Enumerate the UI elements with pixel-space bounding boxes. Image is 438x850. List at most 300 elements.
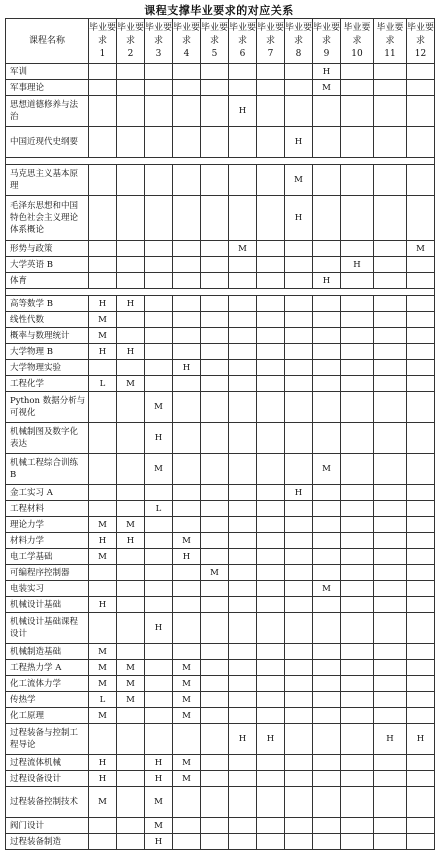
table-row: [6, 787, 435, 818]
support-level-cell: [145, 549, 173, 565]
support-level-cell: [374, 328, 407, 344]
support-level-cell: [229, 565, 257, 581]
table-row: [6, 755, 435, 771]
support-level-cell: [173, 328, 201, 344]
table-row: [6, 376, 435, 392]
support-level-cell: [257, 296, 285, 312]
support-level-cell: M: [89, 312, 117, 328]
support-level-cell: [117, 501, 145, 517]
support-level-cell: H: [374, 724, 407, 755]
support-level-cell: L: [89, 376, 117, 392]
support-level-cell: [341, 376, 374, 392]
support-level-cell: [145, 724, 173, 755]
support-level-cell: [374, 360, 407, 376]
support-level-cell: [341, 485, 374, 501]
course-name-cell: 金工实习 A: [6, 485, 89, 501]
support-level-cell: [173, 127, 201, 158]
support-level-cell: [374, 565, 407, 581]
support-level-cell: H: [89, 344, 117, 360]
support-level-cell: [229, 834, 257, 850]
support-level-cell: [374, 485, 407, 501]
support-level-cell: H: [313, 273, 341, 289]
support-level-cell: [201, 257, 229, 273]
support-level-cell: [145, 485, 173, 501]
support-level-cell: H: [173, 360, 201, 376]
support-level-cell: [407, 328, 435, 344]
support-level-cell: [313, 296, 341, 312]
support-level-cell: [257, 501, 285, 517]
support-level-cell: [285, 296, 313, 312]
support-level-cell: [407, 423, 435, 454]
support-level-cell: M: [173, 708, 201, 724]
support-level-cell: M: [145, 454, 173, 485]
support-level-cell: [201, 755, 229, 771]
support-level-cell: [173, 196, 201, 241]
support-level-cell: [407, 692, 435, 708]
course-name-cell: 工程热力学 A: [6, 660, 89, 676]
support-level-cell: [229, 581, 257, 597]
support-level-cell: [229, 485, 257, 501]
support-level-cell: [285, 692, 313, 708]
support-level-cell: M: [117, 660, 145, 676]
support-level-cell: [285, 454, 313, 485]
support-level-cell: [374, 660, 407, 676]
course-name-cell: 体育: [6, 273, 89, 289]
support-level-cell: [173, 613, 201, 644]
support-level-cell: [173, 423, 201, 454]
support-level-cell: [374, 708, 407, 724]
support-level-cell: [229, 454, 257, 485]
support-level-cell: [257, 597, 285, 613]
table-row: [6, 423, 435, 454]
support-level-cell: [229, 676, 257, 692]
support-level-cell: [285, 96, 313, 127]
requirement-header-8: [285, 19, 313, 64]
support-level-cell: [201, 241, 229, 257]
support-level-cell: [285, 273, 313, 289]
support-level-cell: [201, 533, 229, 549]
support-level-cell: [229, 787, 257, 818]
support-level-cell: [374, 392, 407, 423]
requirements-matrix-table: [5, 18, 435, 850]
support-level-cell: [257, 376, 285, 392]
support-level-cell: [341, 64, 374, 80]
support-level-cell: [89, 273, 117, 289]
support-level-cell: [117, 360, 145, 376]
course-name-cell: 军事理论: [6, 80, 89, 96]
support-level-cell: [257, 771, 285, 787]
table-row: [6, 196, 435, 241]
support-level-cell: [313, 328, 341, 344]
support-level-cell: [341, 344, 374, 360]
support-level-cell: [313, 257, 341, 273]
requirement-header-12: [407, 19, 435, 64]
support-level-cell: [201, 360, 229, 376]
support-level-cell: [201, 708, 229, 724]
table-row: [6, 533, 435, 549]
support-level-cell: [257, 834, 285, 850]
support-level-cell: [407, 344, 435, 360]
support-level-cell: [201, 312, 229, 328]
course-name-cell: 毛泽东思想和中国特色社会主义理论体系概论: [6, 196, 89, 241]
support-level-cell: M: [173, 755, 201, 771]
requirement-header-2: [117, 19, 145, 64]
support-level-cell: [313, 360, 341, 376]
support-level-cell: [201, 676, 229, 692]
support-level-cell: [89, 501, 117, 517]
support-level-cell: [145, 708, 173, 724]
support-level-cell: [374, 755, 407, 771]
requirement-header-label: 毕业要求: [117, 22, 145, 46]
support-level-cell: H: [89, 533, 117, 549]
support-level-cell: [229, 613, 257, 644]
support-level-cell: [89, 165, 117, 196]
support-level-cell: [145, 533, 173, 549]
requirement-header-number: 7: [267, 48, 274, 59]
requirement-header-number: 4: [183, 48, 190, 59]
course-name-cell: 机械制造基础: [6, 644, 89, 660]
support-level-cell: [407, 454, 435, 485]
support-level-cell: [257, 241, 285, 257]
support-level-cell: [341, 660, 374, 676]
table-row: [6, 344, 435, 360]
support-level-cell: [257, 312, 285, 328]
course-name-cell: 概率与数理统计: [6, 328, 89, 344]
support-level-cell: [313, 676, 341, 692]
support-level-cell: [407, 165, 435, 196]
support-level-cell: [285, 644, 313, 660]
support-level-cell: [173, 257, 201, 273]
support-level-cell: [229, 533, 257, 549]
support-level-cell: [341, 517, 374, 533]
support-level-cell: [257, 165, 285, 196]
requirement-header-number: 1: [99, 48, 106, 59]
support-level-cell: [341, 196, 374, 241]
support-level-cell: [201, 724, 229, 755]
support-level-cell: [117, 755, 145, 771]
support-level-cell: [313, 196, 341, 241]
support-level-cell: [89, 80, 117, 96]
support-level-cell: [229, 360, 257, 376]
support-level-cell: [341, 755, 374, 771]
support-level-cell: [201, 834, 229, 850]
support-level-cell: [173, 80, 201, 96]
support-level-cell: [117, 787, 145, 818]
support-level-cell: [229, 273, 257, 289]
support-level-cell: [313, 692, 341, 708]
course-name-cell: 机械设计基础课程设计: [6, 613, 89, 644]
support-level-cell: [407, 771, 435, 787]
requirement-header-number: 9: [323, 48, 330, 59]
support-level-cell: [229, 392, 257, 423]
table-spacer-cell: [6, 158, 435, 165]
support-level-cell: [257, 613, 285, 644]
support-level-cell: H: [173, 549, 201, 565]
support-level-cell: [173, 565, 201, 581]
support-level-cell: [117, 644, 145, 660]
support-level-cell: [145, 96, 173, 127]
support-level-cell: [257, 127, 285, 158]
course-name-cell: Python 数据分析与可视化: [6, 392, 89, 423]
support-level-cell: [285, 517, 313, 533]
course-name-cell: 过程设备设计: [6, 771, 89, 787]
support-level-cell: [257, 755, 285, 771]
table-row: [6, 581, 435, 597]
support-level-cell: [407, 360, 435, 376]
support-level-cell: M: [117, 692, 145, 708]
support-level-cell: [407, 392, 435, 423]
support-level-cell: [89, 423, 117, 454]
support-level-cell: [145, 196, 173, 241]
support-level-cell: [285, 676, 313, 692]
support-level-cell: H: [89, 755, 117, 771]
support-level-cell: [407, 708, 435, 724]
support-level-cell: [117, 549, 145, 565]
table-row: [6, 96, 435, 127]
support-level-cell: [117, 708, 145, 724]
requirement-header-number: 11: [384, 48, 396, 59]
support-level-cell: [117, 312, 145, 328]
support-level-cell: M: [145, 392, 173, 423]
support-level-cell: [89, 724, 117, 755]
course-name-header: 课程名称: [6, 19, 89, 64]
support-level-cell: [341, 80, 374, 96]
support-level-cell: [341, 549, 374, 565]
support-level-cell: [201, 454, 229, 485]
support-level-cell: [257, 80, 285, 96]
support-level-cell: [407, 787, 435, 818]
course-name-cell: 过程装备控制技术: [6, 787, 89, 818]
support-level-cell: [201, 549, 229, 565]
support-level-cell: [257, 328, 285, 344]
support-level-cell: [407, 597, 435, 613]
support-level-cell: [285, 257, 313, 273]
support-level-cell: [173, 296, 201, 312]
support-level-cell: H: [145, 423, 173, 454]
support-level-cell: [374, 80, 407, 96]
support-level-cell: [313, 644, 341, 660]
support-level-cell: [374, 296, 407, 312]
support-level-cell: [407, 296, 435, 312]
support-level-cell: [229, 328, 257, 344]
support-level-cell: [285, 549, 313, 565]
support-level-cell: [145, 296, 173, 312]
requirement-header-number: 8: [295, 48, 302, 59]
course-name-cell: 大学物理实验: [6, 360, 89, 376]
support-level-cell: [341, 392, 374, 423]
support-level-cell: [285, 581, 313, 597]
support-level-cell: [117, 328, 145, 344]
support-level-cell: [173, 165, 201, 196]
support-level-cell: [374, 273, 407, 289]
support-level-cell: [407, 676, 435, 692]
support-level-cell: [201, 165, 229, 196]
requirement-header-label: 毕业要求: [201, 22, 229, 46]
course-name-cell: 工程化学: [6, 376, 89, 392]
support-level-cell: [173, 517, 201, 533]
support-level-cell: [313, 127, 341, 158]
support-level-cell: [201, 127, 229, 158]
support-level-cell: [313, 344, 341, 360]
support-level-cell: [89, 485, 117, 501]
requirement-header-label: 毕业要求: [313, 22, 341, 46]
table-row: [6, 165, 435, 196]
support-level-cell: [229, 597, 257, 613]
requirement-header-5: [201, 19, 229, 64]
support-level-cell: [257, 533, 285, 549]
support-level-cell: H: [285, 127, 313, 158]
table-row: [6, 80, 435, 96]
support-level-cell: [229, 80, 257, 96]
course-name-cell: 阀门设计: [6, 818, 89, 834]
course-name-cell: 可编程序控制器: [6, 565, 89, 581]
support-level-cell: [341, 834, 374, 850]
support-level-cell: [117, 818, 145, 834]
support-level-cell: [117, 613, 145, 644]
support-level-cell: [145, 360, 173, 376]
support-level-cell: [173, 312, 201, 328]
support-level-cell: [285, 724, 313, 755]
support-level-cell: H: [407, 724, 435, 755]
support-level-cell: [374, 96, 407, 127]
course-name-cell: 马克思主义基本原理: [6, 165, 89, 196]
support-level-cell: M: [89, 676, 117, 692]
support-level-cell: [229, 64, 257, 80]
support-level-cell: [341, 127, 374, 158]
support-level-cell: [285, 533, 313, 549]
support-level-cell: [201, 660, 229, 676]
support-level-cell: M: [313, 581, 341, 597]
support-level-cell: M: [407, 241, 435, 257]
support-level-cell: [313, 755, 341, 771]
support-level-cell: H: [341, 257, 374, 273]
support-level-cell: [313, 613, 341, 644]
support-level-cell: [145, 344, 173, 360]
support-level-cell: H: [229, 96, 257, 127]
support-level-cell: M: [173, 533, 201, 549]
support-level-cell: [313, 501, 341, 517]
course-name-cell: 电装实习: [6, 581, 89, 597]
support-level-cell: [285, 708, 313, 724]
table-row: [6, 127, 435, 158]
requirement-header-label: 毕业要求: [407, 22, 435, 46]
support-level-cell: [285, 771, 313, 787]
support-level-cell: [374, 64, 407, 80]
support-level-cell: [341, 597, 374, 613]
table-row: [6, 565, 435, 581]
support-level-cell: [257, 581, 285, 597]
support-level-cell: M: [313, 454, 341, 485]
table-body: [6, 64, 435, 850]
support-level-cell: H: [117, 296, 145, 312]
support-level-cell: [145, 312, 173, 328]
support-level-cell: [145, 660, 173, 676]
support-level-cell: [257, 273, 285, 289]
support-level-cell: [257, 708, 285, 724]
support-level-cell: [117, 165, 145, 196]
support-level-cell: [229, 755, 257, 771]
support-level-cell: M: [285, 165, 313, 196]
support-level-cell: [374, 517, 407, 533]
support-level-cell: [407, 644, 435, 660]
support-level-cell: [89, 392, 117, 423]
support-level-cell: [341, 312, 374, 328]
support-level-cell: [313, 533, 341, 549]
requirement-header-number: 12: [414, 48, 427, 59]
support-level-cell: [374, 549, 407, 565]
support-level-cell: [313, 660, 341, 676]
support-level-cell: [285, 818, 313, 834]
support-level-cell: [285, 613, 313, 644]
support-level-cell: [341, 296, 374, 312]
support-level-cell: [285, 312, 313, 328]
support-level-cell: [374, 257, 407, 273]
table-row: [6, 834, 435, 850]
support-level-cell: [117, 196, 145, 241]
support-level-cell: [117, 597, 145, 613]
support-level-cell: [145, 127, 173, 158]
support-level-cell: [407, 565, 435, 581]
requirement-header-number: 5: [211, 48, 218, 59]
table-spacer: [6, 289, 435, 296]
support-level-cell: [257, 196, 285, 241]
support-level-cell: [407, 64, 435, 80]
support-level-cell: [117, 96, 145, 127]
course-name-cell: 机械制图及数字化表达: [6, 423, 89, 454]
support-level-cell: [117, 771, 145, 787]
support-level-cell: [313, 708, 341, 724]
support-level-cell: M: [117, 517, 145, 533]
support-level-cell: [341, 360, 374, 376]
support-level-cell: H: [145, 834, 173, 850]
support-level-cell: [201, 787, 229, 818]
support-level-cell: [257, 64, 285, 80]
requirement-header-label: 毕业要求: [229, 22, 257, 46]
support-level-cell: [89, 818, 117, 834]
support-level-cell: H: [145, 755, 173, 771]
support-level-cell: M: [89, 787, 117, 818]
course-name-cell: 化工流体力学: [6, 676, 89, 692]
support-level-cell: [341, 708, 374, 724]
table-row: [6, 273, 435, 289]
course-name-cell: 工程材料: [6, 501, 89, 517]
support-level-cell: [407, 196, 435, 241]
support-level-cell: [89, 581, 117, 597]
requirement-header-number: 3: [155, 48, 162, 59]
support-level-cell: [313, 818, 341, 834]
support-level-cell: [173, 454, 201, 485]
support-level-cell: [374, 597, 407, 613]
support-level-cell: [407, 755, 435, 771]
table-row: [6, 644, 435, 660]
support-level-cell: [374, 127, 407, 158]
support-level-cell: [313, 597, 341, 613]
table-spacer: [6, 158, 435, 165]
requirement-header-label: 毕业要求: [257, 22, 285, 46]
support-level-cell: H: [313, 64, 341, 80]
requirement-header-7: [257, 19, 285, 64]
support-level-cell: [145, 257, 173, 273]
support-level-cell: M: [313, 80, 341, 96]
support-level-cell: [201, 296, 229, 312]
course-name-cell: 传热学: [6, 692, 89, 708]
requirement-header-11: [374, 19, 407, 64]
course-name-cell: 高等数学 B: [6, 296, 89, 312]
support-level-cell: [145, 273, 173, 289]
support-level-cell: [145, 581, 173, 597]
course-name-cell: 过程装备与控制工程导论: [6, 724, 89, 755]
support-level-cell: [89, 454, 117, 485]
